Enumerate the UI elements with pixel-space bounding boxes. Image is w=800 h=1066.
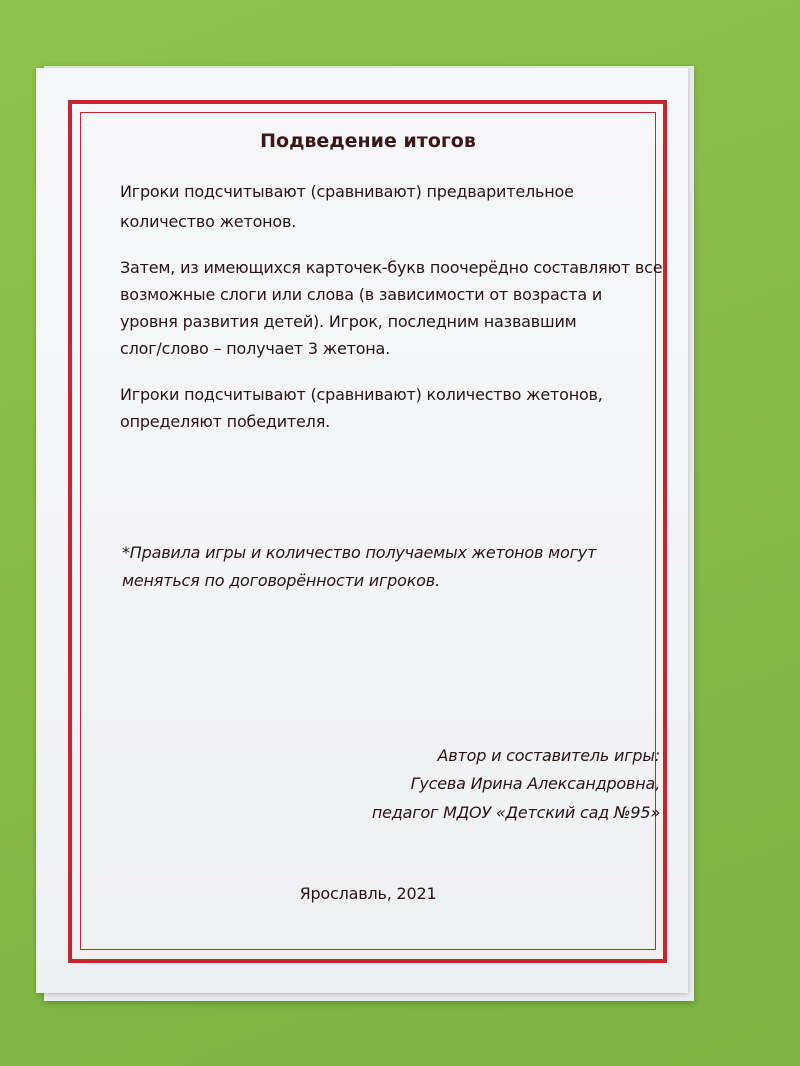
place-and-year: Ярославль, 2021 [299,884,437,903]
paragraph-2-line-1: Затем, из имеющихся карточек-букв поочерёдно составляют все [120,258,663,277]
note-line-1: *Правила игры и количество получаемых жетонов могут [122,543,597,562]
note-line-2: меняться по договорённости игроков. [122,571,440,590]
paragraph-1-line-1: Игроки подсчитывают (сравнивают) предварительное [120,182,574,201]
paragraph-1-line-2: количество жетонов. [120,212,297,231]
paragraph-2-line-3: уровня развития детей). Игрок, последним назвавшим [120,312,577,331]
paragraph-2-line-2: возможные слоги или слова (в зависимости от возраста и [120,285,603,304]
author-line-3: педагог МДОУ «Детский сад №95» [371,803,660,822]
page-title: Подведение итогов [260,130,476,152]
paragraph-2-line-4: слог/слово – получает 3 жетона. [120,339,391,358]
author-line-1: Автор и составитель игры: [437,746,660,765]
paragraph-3-line-1: Игроки подсчитывают (сравнивают) количество жетонов, [120,385,603,404]
author-line-2: Гусева Ирина Александровна, [410,774,660,793]
paragraph-3-line-2: определяют победителя. [120,412,331,431]
